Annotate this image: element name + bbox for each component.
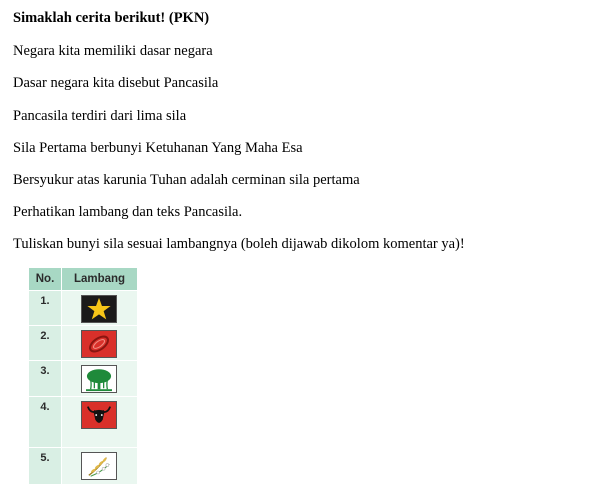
row-number: 3. [29, 361, 62, 397]
header-no: No. [29, 268, 62, 291]
text-line-6: Perhatikan lambang dan teks Pancasila. [13, 204, 243, 220]
row-number: 5. [29, 448, 62, 485]
pancasila-symbol-table [28, 267, 138, 485]
text-line-7: Tuliskan bunyi sila sesuai lambangnya (boleh dijawab dikolom komentar ya)! [13, 236, 465, 252]
symbol-cell [62, 397, 138, 448]
rice-cotton-icon [81, 452, 117, 480]
bull-head-icon [81, 401, 117, 429]
text-line-3: Pancasila terdiri dari lima sila [13, 108, 187, 124]
symbol-cell [62, 448, 138, 485]
banyan-tree-icon [81, 365, 117, 393]
table-row [29, 361, 138, 397]
text-line-5: Bersyukur atas karunia Tuhan adalah cerminan sila pertama [13, 172, 360, 188]
table-header-row [29, 268, 138, 291]
text-line-1: Negara kita memiliki dasar negara [13, 43, 213, 59]
table-row [29, 326, 138, 361]
table-row [29, 397, 138, 448]
text-line-4: Sila Pertama berbunyi Ketuhanan Yang Maha Esa [13, 140, 303, 156]
text-line-2: Dasar negara kita disebut Pancasila [13, 75, 219, 91]
symbol-cell [62, 326, 138, 361]
row-number: 1. [29, 291, 62, 326]
table-row [29, 291, 138, 326]
page-title: Simaklah cerita berikut! (PKN) [13, 10, 210, 26]
row-number: 4. [29, 397, 62, 448]
header-lambang: Lambang [62, 268, 138, 291]
table-row [29, 448, 138, 485]
chain-icon [81, 330, 117, 358]
row-number: 2. [29, 326, 62, 361]
star-icon [81, 295, 117, 323]
symbol-cell [62, 361, 138, 397]
symbol-cell [62, 291, 138, 326]
